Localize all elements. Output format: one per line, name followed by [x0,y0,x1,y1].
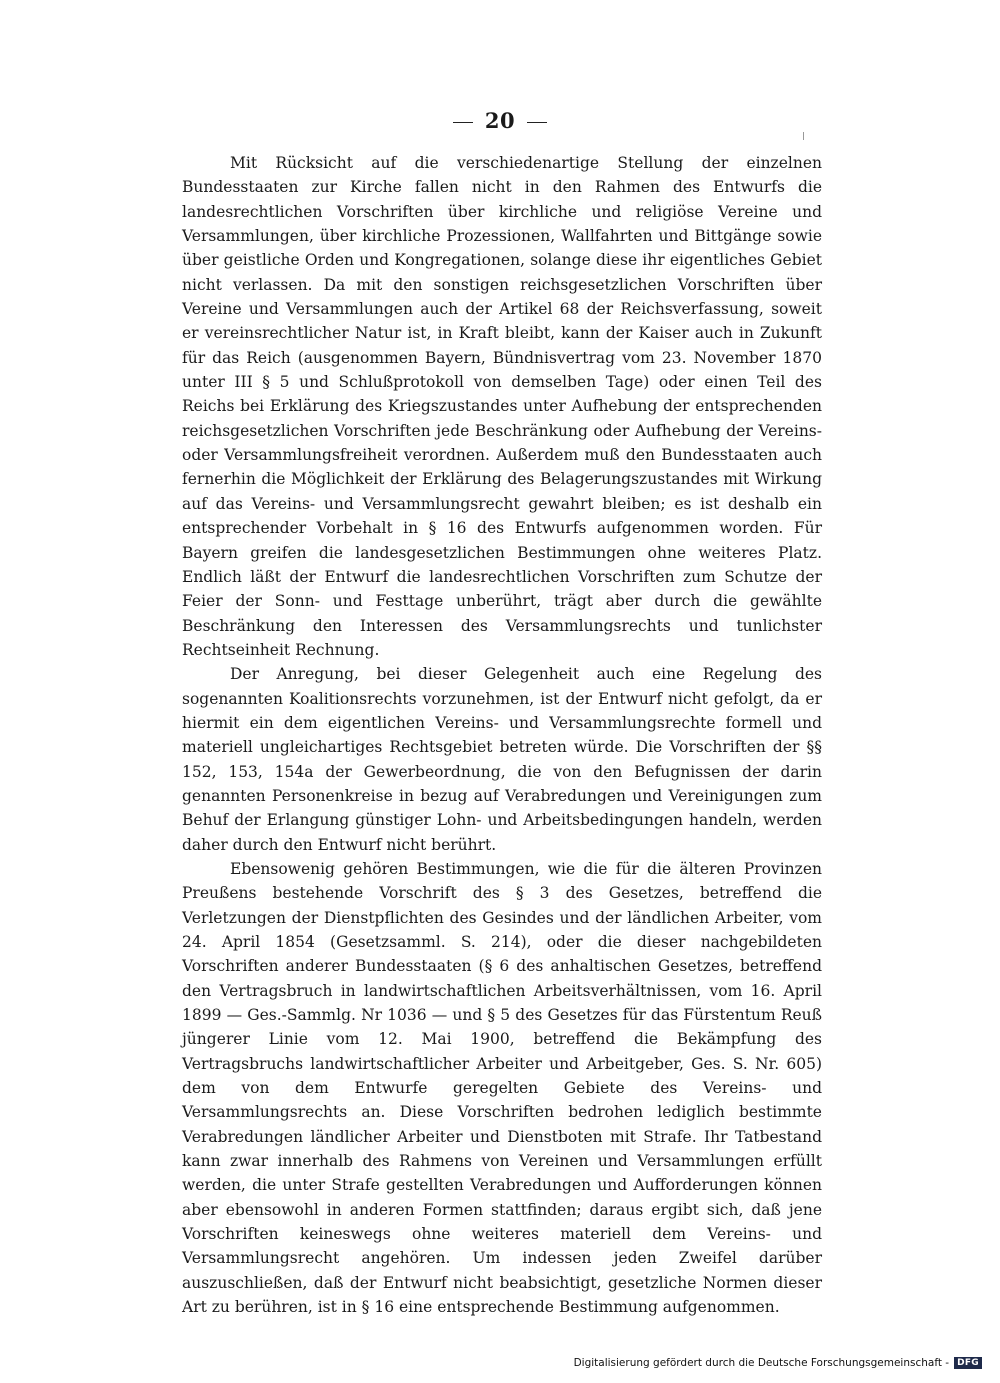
digitization-footer [574,1357,982,1369]
body-text [182,151,822,1320]
paragraph-3: Ebensowenig gehören Bestimmungen, wie die für die älteren Provinzen Preußens bestehende Vorschrift des § 3 des Gesetzes, betreffend die Verletzungen der Dienstpflichten des Gesindes und der ländlichen Arbeiter, vom 24. April 1854 (Gesetzsamml. S. 214), oder die dieser nachgebildeten Vorschriften anderer Bundesstaaten (§ 6 des anhaltischen Gesetzes, betreffend den Vertragsbruch in landwirtschaftlichen Arbeitsverhältnissen, vom 16. April 1899 — Ges.-Sammlg. Nr 1036 — und § 5 des Gesetzes für das Fürstentum Reuß jüngerer Linie vom 12. Mai 1900, betreffend die Bekämpfung des Vertragsbruchs landwirtschaftlicher Arbeiter und Arbeitgeber, Ges. S. Nr. 605) dem von dem Entwurfe geregelten Gebiete des Vereins- und Versammlungsrechts an. Diese Vorschriften bedrohen lediglich bestimmte Verabredungen ländlicher Arbeiter und Dienstboten mit Strafe. Ihr Tatbestand kann zwar innerhalb des Rahmens von Vereinen und Versammlungen erfüllt werden, die unter Strafe gestellten Verabredungen und Aufforderungen können aber ebensowohl in anderen Formen stattfinden; daraus ergibt sich, daß jene Vorschriften keineswegs ohne weiteres materiell dem Vereins- und Versammlungsrecht angehören. Um indessen jeden Zweifel darüber auszuschließen, daß der Entwurf nicht beabsichtigt, gesetzliche Normen dieser Art zu berühren, ist in § 16 eine entsprechende Bestimmung aufgenommen. [182,859,822,1317]
footer-text: Digitalisierung gefördert durch die Deutsche Forschungsgemeinschaft - [573,1357,950,1369]
paragraph-2: Der Anregung, bei dieser Gelegenheit auch eine Regelung des sogenannten Koalitionsrechts vorzunehmen, ist der Entwurf nicht gefolgt, da er hiermit ein dem eigentlichen Vereins- und Versammlungsrechte formell und materiell ungleichartiges Rechtsgebiet betreten würde. Die Vorschriften der §§ 152, 153, 154a der Gewerbeordnung, die von den Befugnissen der darin genannten Personenkreise in bezug auf Verabredungen und Vereinigungen zum Behuf der Erlangung günstiger Lohn- und Arbeitsbedingungen handeln, werden daher durch den Entwurf nicht berührt. [182,665,822,854]
paragraph-1: Mit Rücksicht auf die verschiedenartige Stellung der einzelnen Bundesstaaten zur Kirche fallen nicht in den Rahmen des Entwurfs die landesrechtlichen Vorschriften über kirchliche und religiöse Vereine und Versammlungen, über kirchliche Prozessionen, Wallfahrten und Bittgänge sowie über geistliche Orden und Kongregationen, solange diese ihr eigentliches Gebiet nicht verlassen. Da mit den sonstigen reichsgesetzlichen Vorschriften über Vereine und Versammlungen auch der Artikel 68 der Reichsverfassung, soweit er vereinsrechtlicher Natur ist, in Kraft bleibt, kann der Kaiser auch in Zukunft für das Reich (ausgenommen Bayern, Bündnisvertrag vom 23. November 1870 unter III § 5 und Schlußprotokoll von demselben Tage) oder einen Teil des Reichs bei Erklärung des Kriegszustandes unter Aufhebung der entsprechenden reichsgesetzlichen Vorschriften jede Beschränkung oder Aufhebung der Vereins- oder Versammlungsfreiheit verordnen. Außerdem muß den Bundesstaaten auch fernerhin die Möglichkeit der Erklärung des Belagerungszustandes mit Wirkung auf das Vereins- und Versammlungsrecht gewahrt bleiben; es ist deshalb ein entsprechender Vorbehalt in § 16 des Entwurfs aufgenommen worden. Für Bayern greifen die landesgesetzlichen Bestimmungen ohne weiteres Platz. Endlich läßt der Entwurf die landesrechtlichen Vorschriften zum Schutze der Feier der Sonn- und Festtage unberührt, trägt aber durch die gewählte Beschränkung den Interessen des Versammlungsrechts und tunlichster Rechtseinheit Rechnung. [182,154,822,659]
page-number-value: 20 [484,108,516,133]
dash-left [453,122,473,123]
page-number [0,108,1000,133]
scan-mark [803,132,804,140]
dfg-logo: DFG [954,1357,982,1369]
dash-right [527,122,547,123]
